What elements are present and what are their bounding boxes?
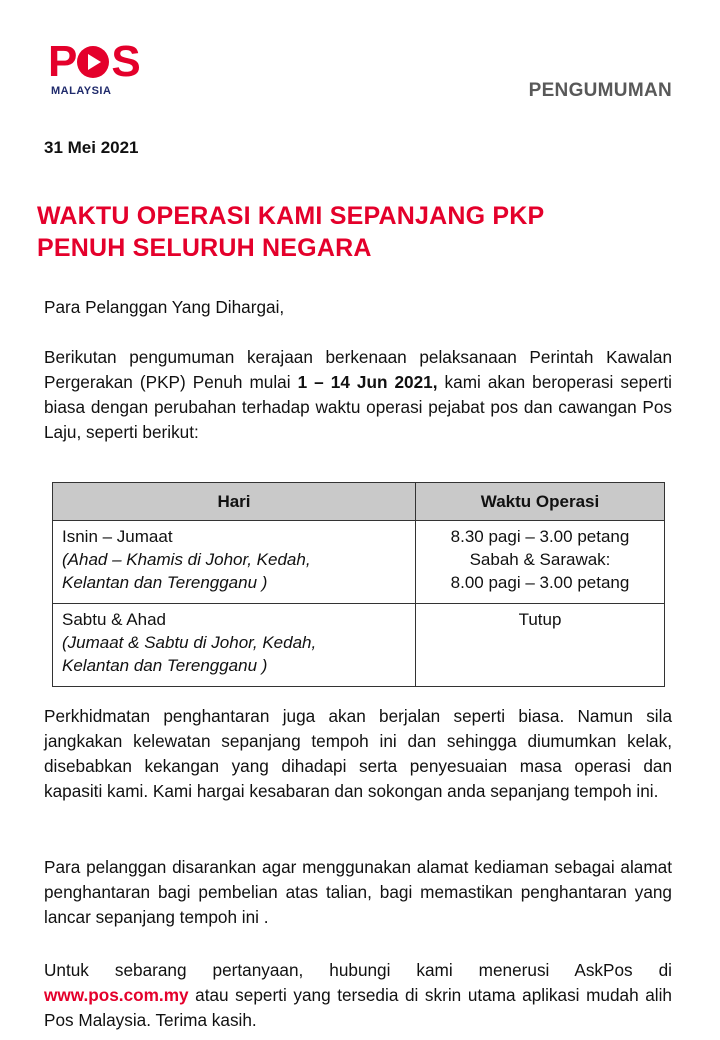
day-note-1: (Jumaat & Sabtu di Johor, Kedah, [62,633,317,652]
header-hours: Waktu Operasi [416,483,665,521]
greeting: Para Pelanggan Yang Dihargai, [44,297,285,317]
announcement-date: 31 Mei 2021 [44,138,139,157]
day-cell [53,521,416,604]
hours-line-2: Sabah & Sarawak: [469,550,611,569]
address-paragraph: Para pelanggan disarankan agar menggunakan alamat kediaman sebagai alamat penghantaran bagi pembelian atas talian, bagi memastikan penghantaran yang lancar sepanjang tempoh ini . [44,857,672,927]
title-line-1: WAKTU OPERASI KAMI SEPANJANG PKP [37,202,545,230]
operating-hours-table [52,482,665,687]
hours-cell [416,521,665,604]
intro-text-2: kami akan beroperasi seperti biasa dengan perubahan terhadap waktu operasi pejabat pos dan cawangan Pos Laju, seperti berikut: [44,372,672,442]
intro-date-range: 1 – 14 Jun 2021, [297,372,438,392]
logo-wordmark [48,37,148,86]
table-row [53,521,665,604]
pos-malaysia-logo [48,37,148,102]
day-cell [53,604,416,687]
hours-line-3: 8.00 pagi – 3.00 petang [450,573,630,592]
logo-o-play-icon [76,45,110,79]
table-row [53,604,665,687]
contact-text-2: atau seperti yang tersedia di skrin utama aplikasi mudah alih Pos Malaysia. Terima kasih. [44,985,672,1030]
logo-letter-s: S [111,37,139,86]
day-label: Sabtu & Ahad [62,610,166,629]
delivery-paragraph: Perkhidmatan penghantaran juga akan berjalan seperti biasa. Namun sila jangkakan kelewatan sepanjang tempoh ini dan sehingga diumumkan kelak, disebabkan kekangan yang dihadapi serta penyesuaian masa operasi dan kapasiti kami. Kami hargai kesabaran dan sokongan anda sepanjang tempoh ini. [44,706,672,801]
logo-subtext: MALAYSIA [51,85,112,97]
announcement-title [37,200,677,264]
header-day: Hari [53,483,416,521]
day-note-2: Kelantan dan Terengganu ) [62,573,268,592]
hours-line-1: 8.30 pagi – 3.00 petang [450,527,630,546]
day-note-1: (Ahad – Khamis di Johor, Kedah, [62,550,311,569]
announcement-label: PENGUMUMAN [528,80,672,101]
hours-line-1: Tutup [518,610,562,629]
title-line-2: PENUH SELURUH NEGARA [37,234,372,262]
logo-letter-p: P [48,37,76,86]
hours-cell [416,604,665,687]
contact-paragraph [44,958,672,1033]
day-note-2: Kelantan dan Terengganu ) [62,656,268,675]
intro-text-1: Berikutan pengumuman kerajaan berkenaan pelaksanaan Perintah Kawalan Pergerakan (PKP) Penuh mulai [44,347,672,392]
intro-paragraph [44,345,672,445]
contact-text-1: Untuk sebarang pertanyaan, hubungi kami menerusi AskPos di [44,960,672,980]
website-link[interactable]: www.pos.com.my [44,985,189,1005]
table-header-row [53,483,665,521]
day-label: Isnin – Jumaat [62,527,173,546]
